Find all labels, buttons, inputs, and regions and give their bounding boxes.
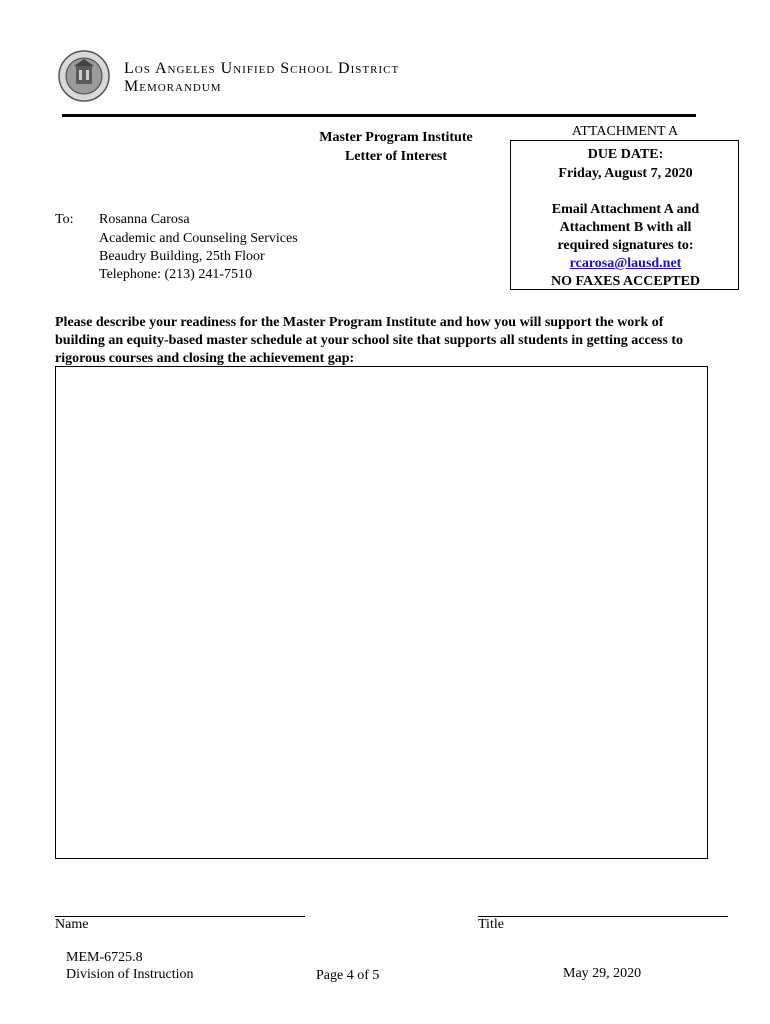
prompt-line-2: building an equity-based master schedule at your school site that supports all students in getting access to [55,333,683,348]
recipient-department: Academic and Counseling Services [99,231,298,246]
recipient-phone: Telephone: (213) 241-7510 [99,267,252,282]
memo-date: May 29, 2020 [563,966,642,981]
title-signature-line[interactable] [478,916,728,917]
recipient-building: Beaudry Building, 25th Floor [99,249,265,264]
email-line [511,256,740,272]
division-name: Division of Instruction [66,967,194,982]
district-name: Los Angeles Unified School District [124,60,400,77]
memorandum-label: Memorandum [124,78,222,95]
readiness-prompt [55,314,735,368]
to-label: To: [55,212,74,227]
response-text-area[interactable] [55,366,708,859]
email-instruction-1: Email Attachment A and [551,202,700,217]
form-title: Master Program Institute [319,130,473,145]
district-seal-logo [58,50,110,102]
due-date-box [510,140,739,290]
email-instruction-3: required signatures to: [557,238,694,253]
due-date-label: DUE DATE: [587,147,664,162]
prompt-line-3: rigorous courses and closing the achievement gap: [55,351,355,366]
form-subtitle: Letter of Interest [344,149,448,164]
title-label: Title [478,917,504,932]
form-code: MEM-6725.8 [66,950,143,965]
recipient-name: Rosanna Carosa [99,212,190,227]
email-link[interactable]: rcarosa@lausd.net [569,256,682,271]
attachment-label: ATTACHMENT A [571,124,679,139]
no-fax-notice: NO FAXES ACCEPTED [550,274,701,289]
page-number: Page 4 of 5 [316,968,380,983]
prompt-line-1: Please describe your readiness for the Master Program Institute and how you will support the work of [55,315,664,330]
name-label: Name [55,917,89,932]
name-signature-line[interactable] [55,916,305,917]
header-rule [62,114,696,117]
due-date-value: Friday, August 7, 2020 [558,166,693,181]
email-instruction-2: Attachment B with all [559,220,692,235]
